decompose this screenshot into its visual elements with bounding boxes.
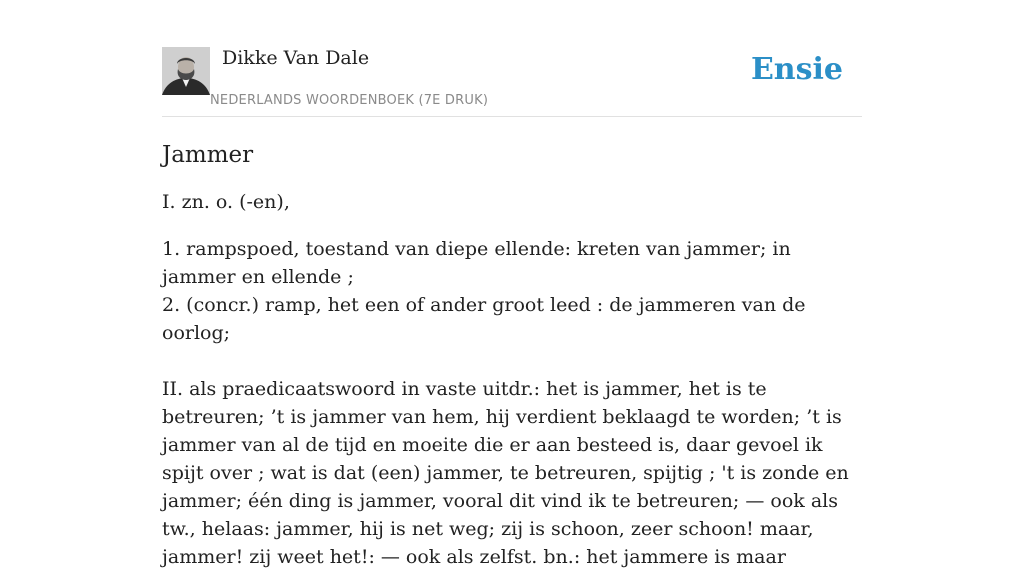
definition-item: 1. rampspoed, toestand van diepe ellende: kreten van jammer; in jammer en ellende ; (162, 238, 791, 288)
author-name[interactable]: Dikke Van Dale (222, 47, 370, 69)
definition-list (162, 235, 862, 347)
page-header (162, 0, 862, 117)
definition-section-2: II. als praedicaatswoord in vaste uitdr.: het is jammer, het is te betreuren; ’t is jammer van hem, hij verdient beklaagd te worden; ’t is jammer van al de tijd en moeite die er aan besteed is, daar gevoel ik spijt over ; wat is dat (een) jammer, te betreuren, spijtig ; 't is zonde en jammer; één ding is jammer, vooral dit vind ik te betreuren; — ook als tw., helaas: jammer, hij is net weg; zij is schoon, zeer schoon! maar, jammer! zij weet het!: — ook als zelfst. bn.: het jammere is maar (162, 378, 849, 568)
author-avatar[interactable] (162, 47, 210, 95)
source-title[interactable]: NEDERLANDS WOORDENBOEK (7E DRUK) (210, 93, 489, 108)
portrait-icon (162, 47, 210, 95)
brand-logo[interactable]: Ensie (750, 52, 843, 87)
definition-item: 2. (concr.) ramp, het een of ander groot leed : de jammeren van de oorlog; (162, 294, 806, 344)
grammar-info: I. zn. o. (-en), (162, 191, 290, 213)
entry-term: Jammer (162, 142, 254, 168)
entry-content (162, 138, 862, 571)
